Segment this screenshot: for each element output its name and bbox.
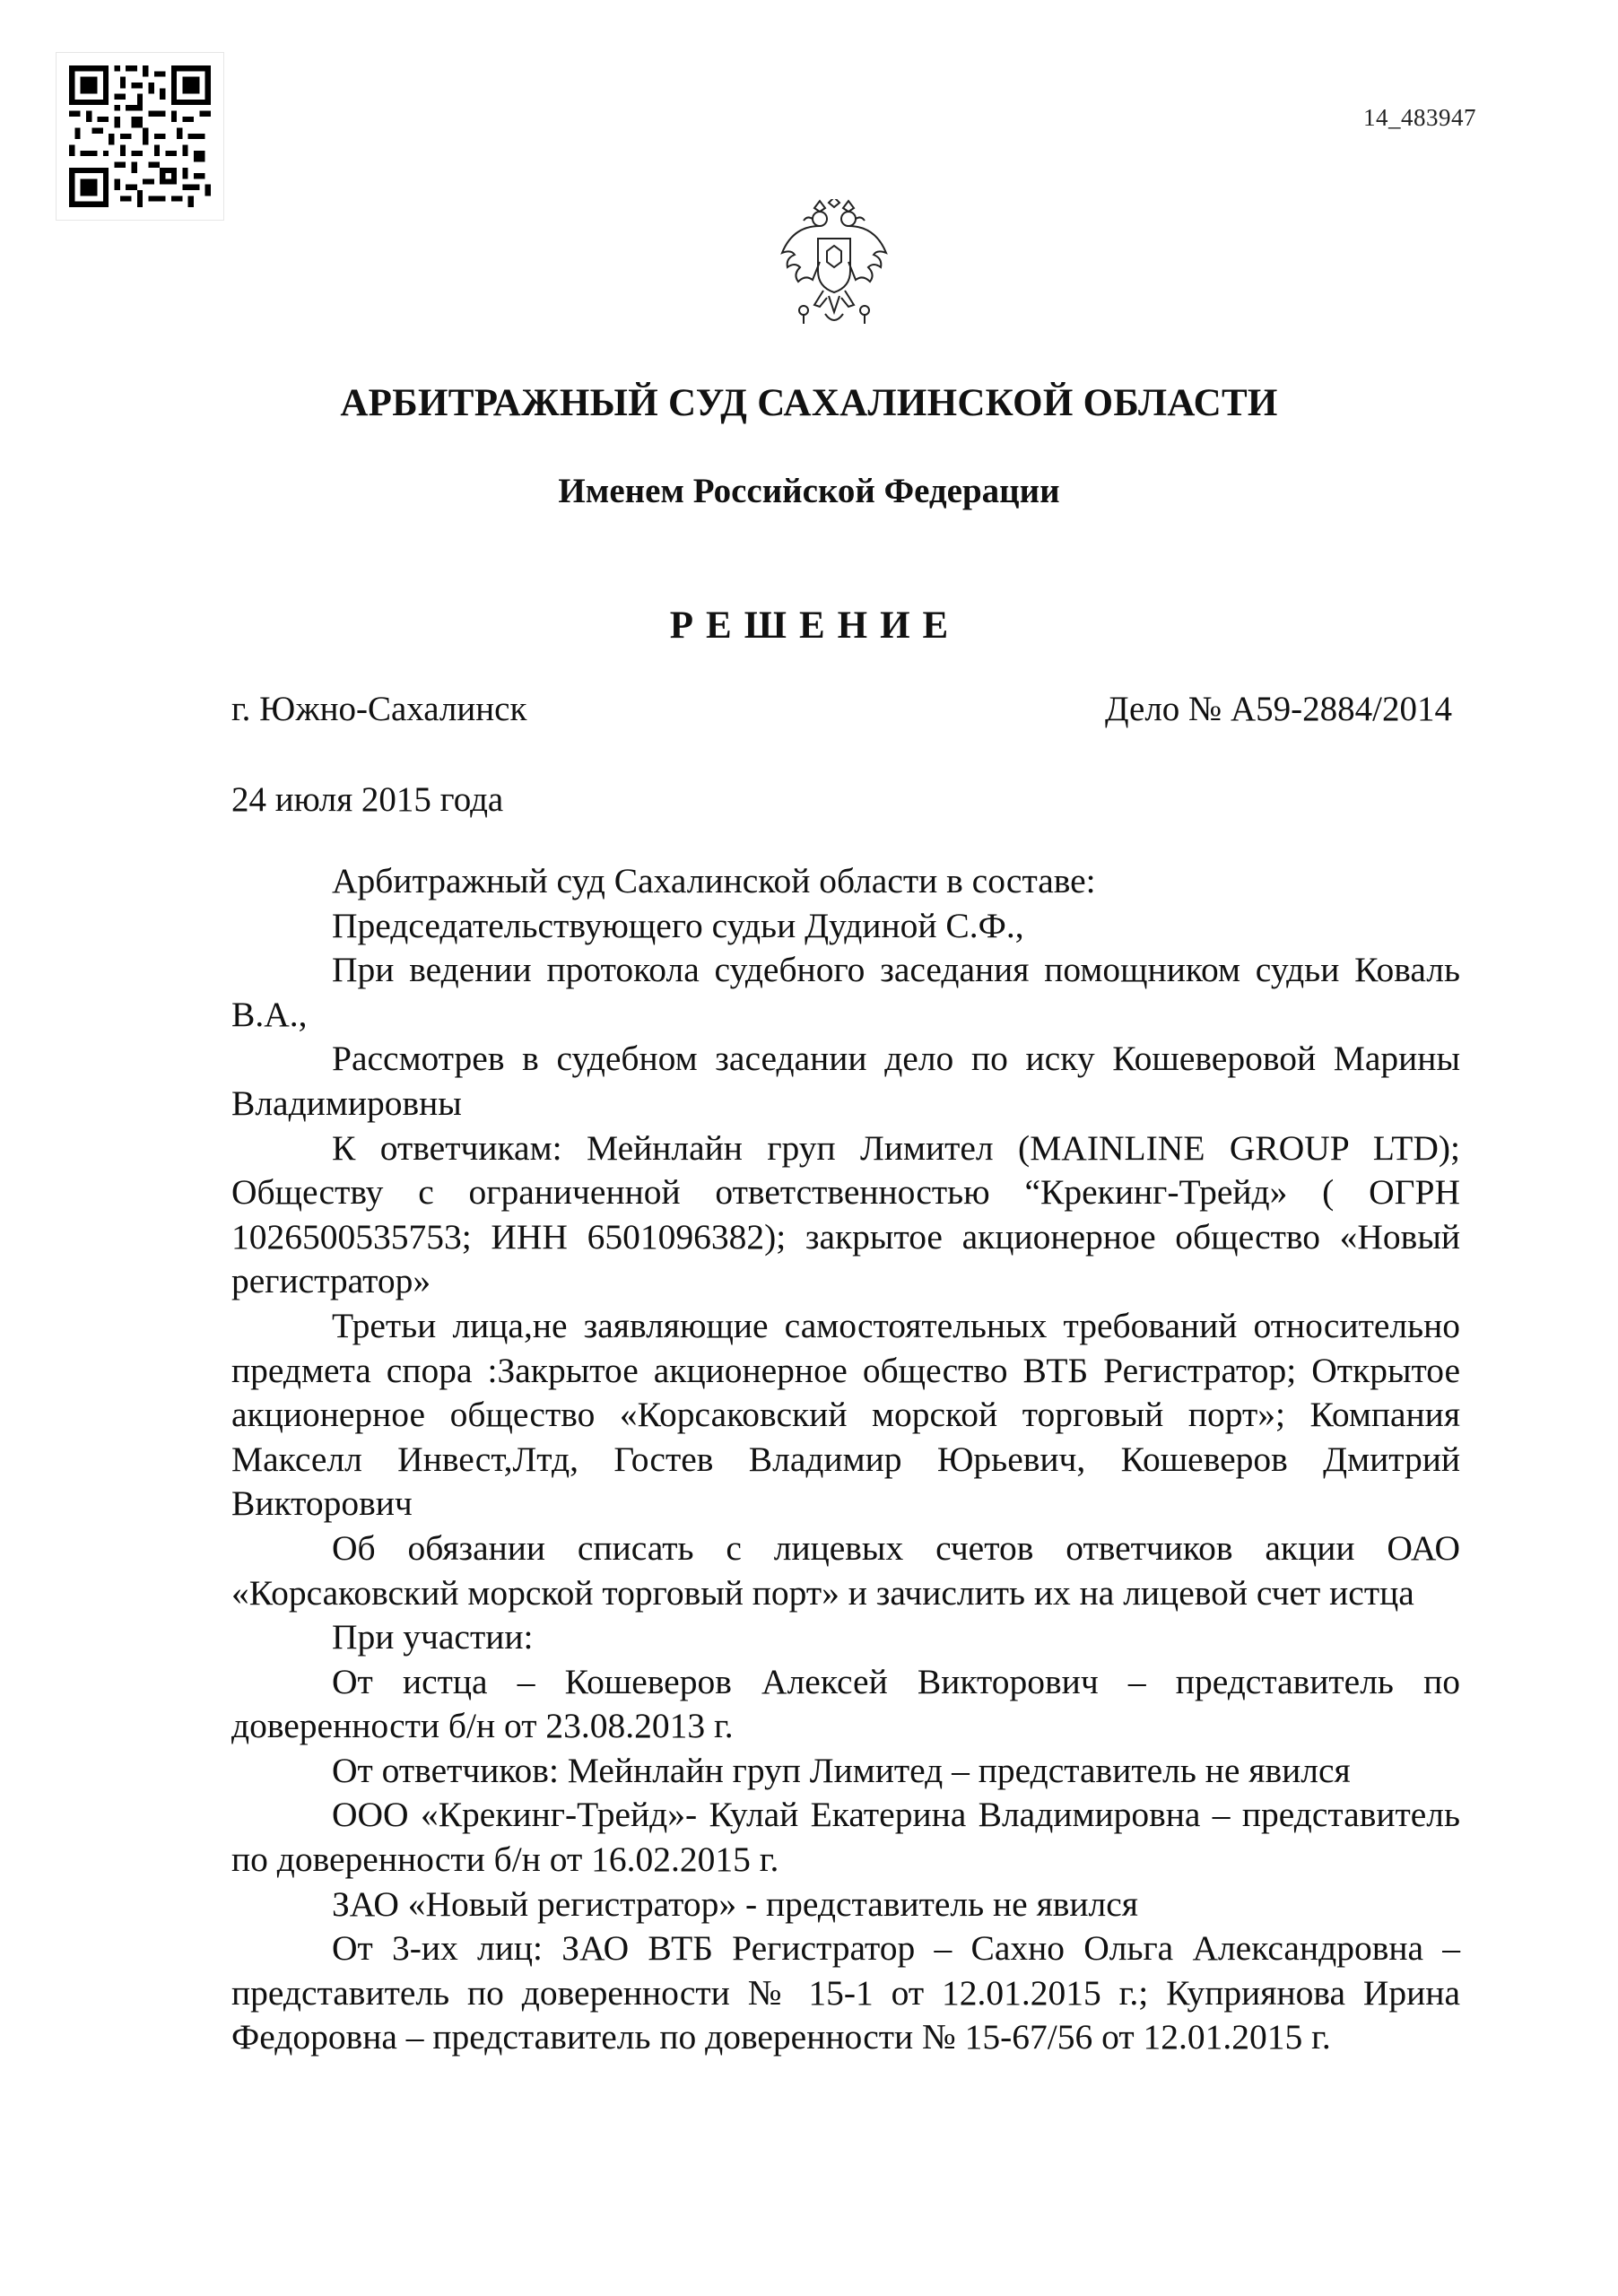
place-case-row (231, 689, 1452, 729)
qr-code-icon (56, 52, 224, 221)
paragraph: К ответчикам: Мейнлайн груп Лимител (MAINLINE GROUP LTD); Обществу с ограниченной ответственностью “Крекинг-Трейд» ( ОГРН 1026500535753; ИНН 6501096382); закрытое акционерное общество «Новый регистратор» (231, 1127, 1460, 1301)
city: г. Южно-Сахалинск (231, 690, 527, 728)
paragraph: ЗАО «Новый регистратор» - представитель не явился (332, 1883, 1138, 1924)
decision-date: 24 июля 2015 года (231, 780, 504, 819)
case-number: Дело № А59-2884/2014 (1104, 690, 1452, 728)
document-body (231, 859, 1460, 2060)
court-name: АРБИТРАЖНЫЙ СУД САХАЛИНСКОЙ ОБЛАСТИ (340, 382, 1278, 424)
in-name-of-heading: Именем Российской Федерации (558, 472, 1060, 510)
paragraph: Об обязании списать с лицевых счетов ответчиков акции ОАО «Корсаковский морской торговый порт» и зачислить их на лицевой счет истца (231, 1527, 1460, 1613)
document-title: РЕШЕНИЕ (669, 604, 961, 647)
paragraph: При ведении протокола судебного заседания помощником судьи Коваль В.А., (231, 950, 1460, 1034)
paragraph: От 3-их лиц: ЗАО ВТБ Регистратор – Сахно Ольга Александровна – представитель по доверенности № 15-1 от 12.01.2015 г.; Куприянова Ирина Федоровна – представитель по доверенности № 15-67/56 от 12.01.2015 г. (231, 1928, 1460, 2057)
paragraph: При участии: (332, 1617, 534, 1657)
coat-of-arms-icon (779, 199, 890, 332)
paragraph: ООО «Крекинг-Трейд»- Кулай Екатерина Владимировна – представитель по доверенности б/н от 16.02.2015 г. (231, 1795, 1460, 1880)
paragraph: От ответчиков: Мейнлайн груп Лимитед – представитель не явился (332, 1750, 1351, 1790)
document-id: 14_483947 (1363, 104, 1476, 131)
paragraph: От истца – Кошеверов Алексей Викторович – представитель по доверенности б/н от 23.08.2013 г. (231, 1661, 1460, 1746)
paragraph: Рассмотрев в судебном заседании дело по иску Кошеверовой Марины Владимировны (231, 1039, 1460, 1123)
paragraph: Председательствующего судьи Дудиной С.Ф., (332, 905, 1024, 945)
paragraph: Третьи лица,не заявляющие самостоятельных требований относительно предмета спора :Закрытое акционерное общество ВТБ Регистратор; Открытое акционерное общество «Корсаковский морской торговый порт»; Компания Макселл Инвест,Лтд, Гостев Владимир Юрьевич, Кошеверов Дмитрий Викторович (231, 1305, 1460, 1524)
paragraph: Арбитражный суд Сахалинской области в составе: (332, 861, 1096, 900)
